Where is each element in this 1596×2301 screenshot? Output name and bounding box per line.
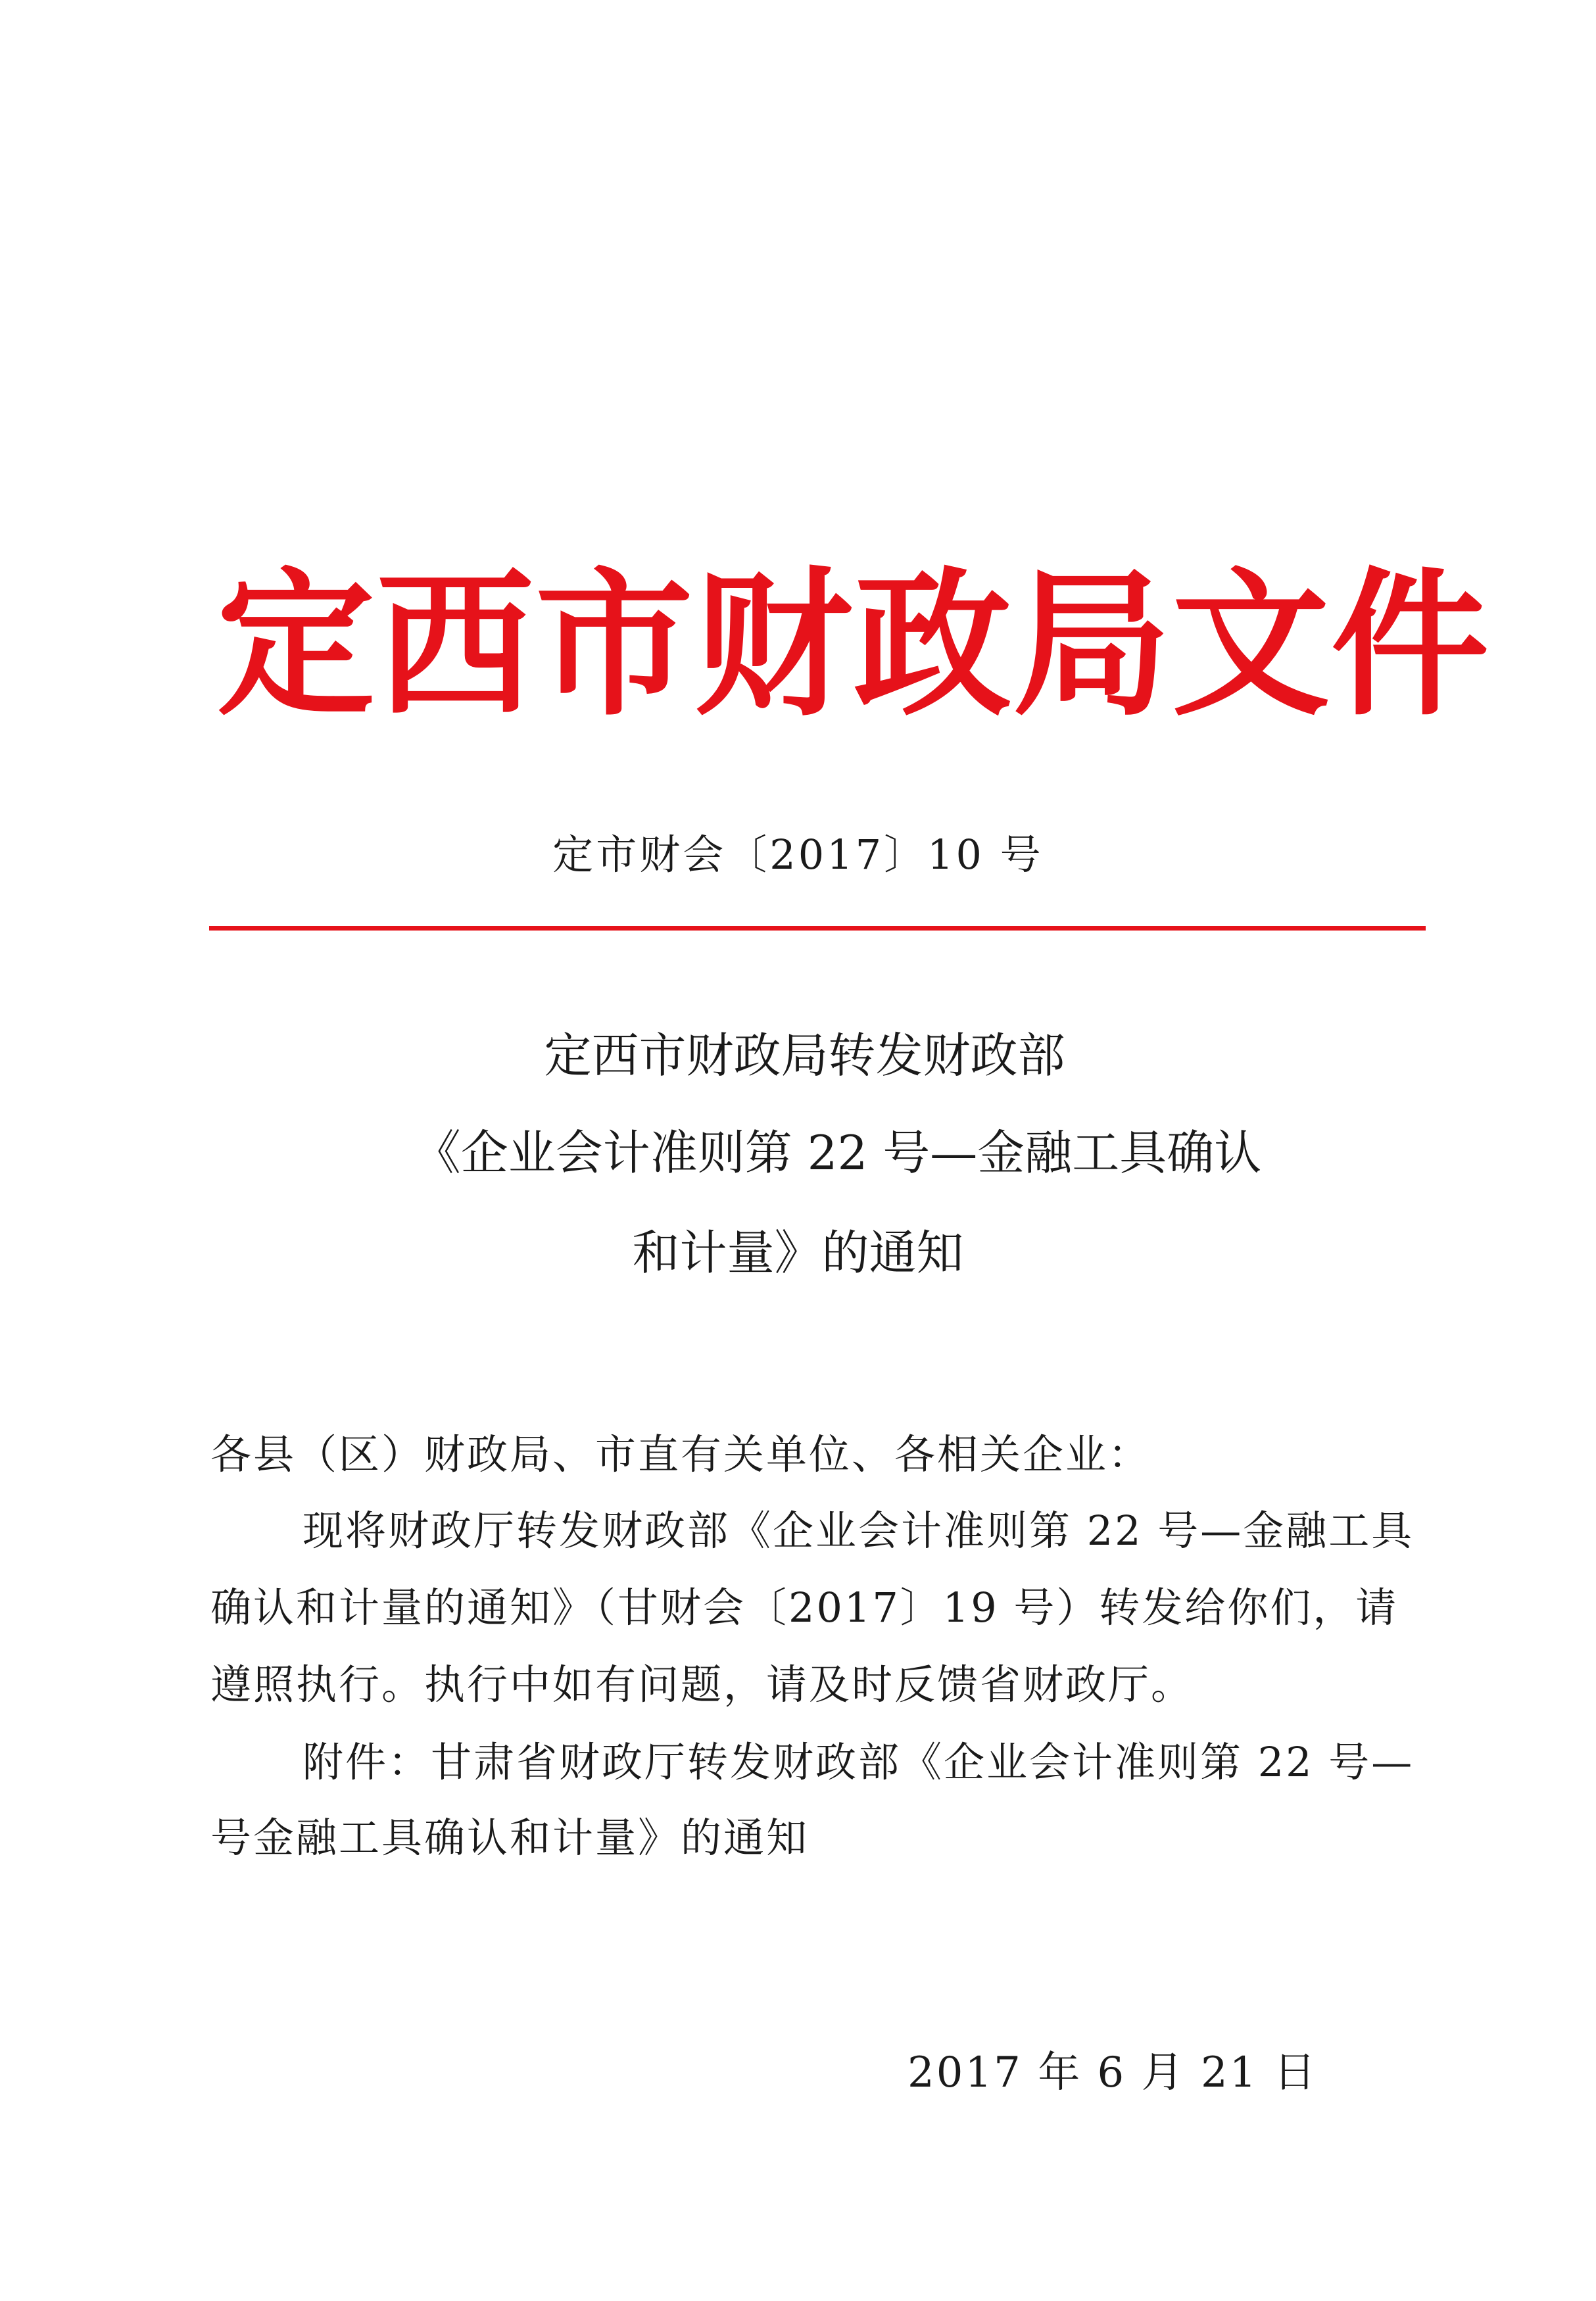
- body-paragraph-line: 现将财政厅转发财政部《企业会计准则第 22 号—金融工具: [302, 1507, 1415, 1555]
- notice-title-line-1: 定西市财政局转发财政部: [544, 1028, 1065, 1083]
- attachment-line: 号金融工具确认和计量》的通知: [210, 1814, 810, 1862]
- salutation: 各县（区）财政局、市直有关单位、各相关企业：: [210, 1430, 1151, 1478]
- notice-title-line-2: 《企业会计准则第 22 号—金融工具确认: [413, 1125, 1262, 1180]
- document-header-title: 定西市财政局文件: [217, 552, 1491, 737]
- attachment-line: 附件：甘肃省财政厅转发财政部《企业会计准则第 22 号—: [302, 1738, 1415, 1786]
- body-paragraph-line: 遵照执行。执行中如有问题，请及时反馈省财政厅。: [210, 1660, 1194, 1708]
- notice-title-line-3: 和计量》的通知: [632, 1225, 964, 1280]
- document-date: 2017 年 6 月 21 日: [907, 2048, 1318, 2097]
- body-paragraph-line: 确认和计量的通知》（甘财会〔2017〕19 号）转发给你们，请: [210, 1584, 1399, 1632]
- red-divider-line: [209, 926, 1426, 931]
- document-number: 定市财会〔2017〕10 号: [552, 831, 1044, 879]
